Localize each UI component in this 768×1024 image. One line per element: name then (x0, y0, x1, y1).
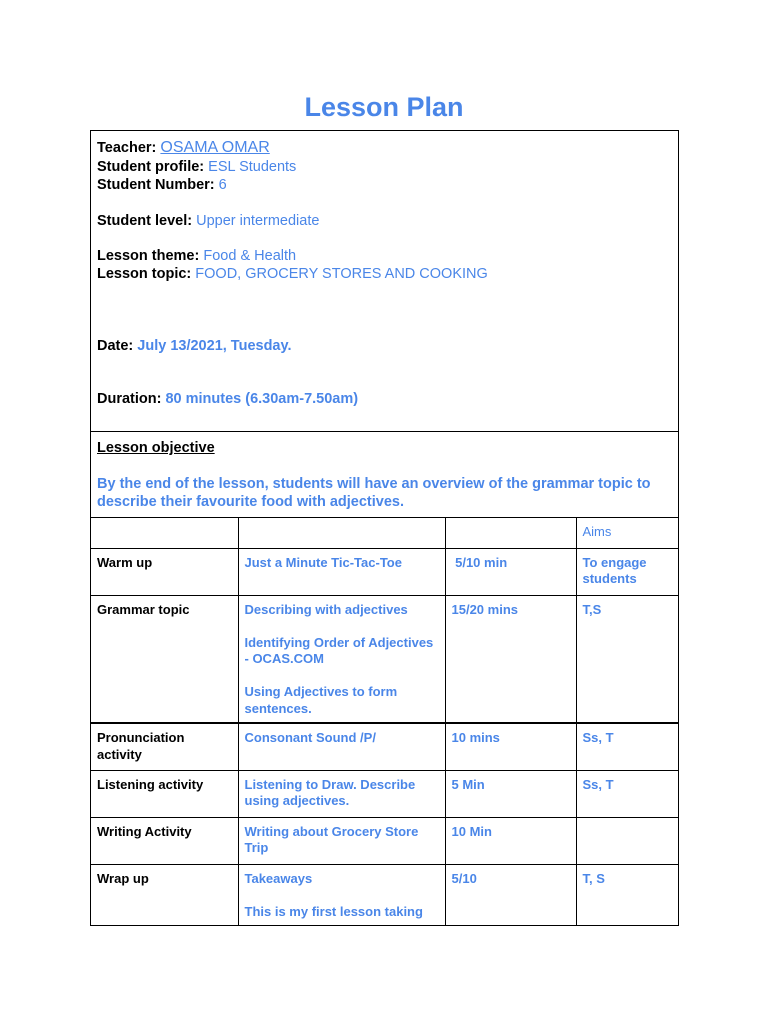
stage-cell: Pronunciation activity (91, 723, 238, 770)
header-cell (91, 518, 238, 548)
date-line (97, 337, 292, 355)
time-cell: 10 Min (445, 817, 576, 864)
stage-cell: Writing Activity (91, 817, 238, 864)
activity-cell (238, 770, 445, 817)
aims-cell: T,S (576, 595, 678, 723)
table-header-row (91, 518, 678, 548)
time-cell: 5/10 min (445, 548, 576, 595)
lesson-plan-sheet (90, 130, 679, 926)
page-title: Lesson Plan (304, 92, 464, 122)
activity-line: Consonant Sound /P/ (244, 730, 376, 745)
duration-line (97, 390, 358, 408)
lesson-info-box (91, 131, 678, 432)
level-label: Student level: (97, 213, 193, 229)
profile-line (97, 158, 296, 176)
activity-line: Just a Minute Tic-Tac-Toe (244, 554, 402, 570)
activity-line: Identifying Order of Adjectives - OCAS.COM (244, 634, 434, 666)
stage-cell: Listening activity (91, 770, 238, 817)
duration-value: 80 minutes (6.30am-7.50am) (165, 391, 359, 407)
theme-line (97, 247, 296, 265)
aims-cell: To engage students (576, 548, 678, 595)
time-cell: 10 mins (445, 723, 576, 770)
activity-cell (238, 548, 445, 595)
activity-cell (238, 723, 445, 770)
number-value: 6 (218, 177, 227, 193)
duration-label: Duration: (97, 391, 162, 407)
topic-value: FOOD, GROCERY STORES AND COOKING (195, 266, 488, 282)
stage-cell: Warm up (91, 548, 238, 595)
aims-cell: Ss, T (576, 770, 678, 817)
activity-cell (238, 817, 445, 864)
profile-value: ESL Students (208, 159, 297, 175)
teacher-label: Teacher: (97, 140, 157, 156)
header-cell (238, 518, 445, 548)
aims-cell: T, S (576, 864, 678, 925)
theme-value: Food & Health (203, 248, 297, 264)
level-value: Upper intermediate (196, 213, 320, 229)
number-line (97, 176, 227, 194)
table-row (91, 770, 678, 817)
level-line (97, 212, 319, 230)
activity-cell (238, 595, 445, 723)
time-cell: 15/20 mins (445, 595, 576, 723)
teacher-line (97, 139, 270, 157)
topic-line (97, 265, 488, 283)
lesson-stages-table (91, 518, 678, 925)
topic-label: Lesson topic: (97, 266, 192, 282)
lesson-objective-box (91, 432, 678, 518)
table-row (91, 595, 678, 723)
date-label: Date: (97, 338, 134, 354)
table-row (91, 723, 678, 770)
activity-line: Using Adjectives to form sentences. (244, 684, 398, 716)
profile-label: Student profile: (97, 159, 205, 175)
activity-line: Takeaways (244, 870, 313, 886)
aims-cell (576, 817, 678, 864)
activity-line: Describing with adjectives (244, 601, 408, 617)
time-cell: 5/10 (445, 864, 576, 925)
header-cell (445, 518, 576, 548)
table-row (91, 864, 678, 925)
table-row (91, 548, 678, 595)
activity-line: This is my first lesson taking (244, 903, 423, 919)
activity-line: Writing about Grocery Store Trip (244, 823, 419, 855)
date-value: July 13/2021, Tuesday. (137, 338, 292, 354)
theme-label: Lesson theme: (97, 248, 200, 264)
aims-cell: Ss, T (576, 723, 678, 770)
header-aims: Aims (582, 524, 612, 539)
stage-cell: Grammar topic (91, 595, 238, 723)
objective-heading: Lesson objective (97, 440, 215, 456)
stage-cell: Wrap up (91, 864, 238, 925)
time-cell: 5 Min (445, 770, 576, 817)
activity-line: Listening to Draw. Describe using adjectives. (244, 776, 416, 808)
table-row (91, 817, 678, 864)
number-label: Student Number: (97, 177, 215, 193)
teacher-link[interactable]: OSAMA OMAR (160, 139, 270, 156)
objective-text: By the end of the lesson, students will have an overview of the grammar topic to describe their favourite food with adjectives. (97, 476, 651, 510)
activity-cell (238, 864, 445, 925)
